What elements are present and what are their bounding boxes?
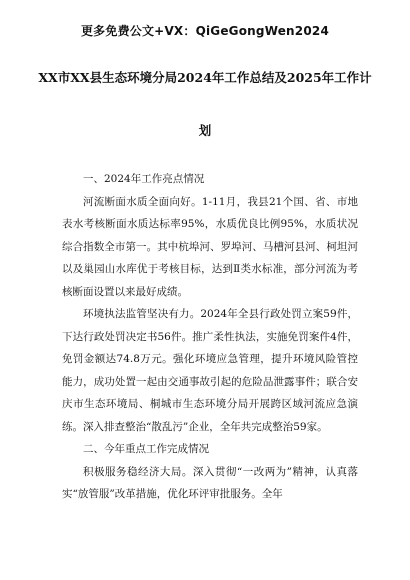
section-heading-1: 一、2024年工作亮点情况 <box>83 173 205 185</box>
paragraph-water-quality: 河流断面水质全面向好。1-11月，我县21个国、省、市地表水考核断面水质达标率95%，水质优良比例95%，水质状况综合指数全市第一。其中杭埠河、罗埠河、马槽河县河、柯坦河以及巢园山水库优于考核目标，达到Ⅱ类水标准，部分河流为考核断面设置以来最好成绩。 <box>62 195 358 298</box>
promo-header: 更多免费公文+VX：QiGeGongWen2024 <box>80 24 329 38</box>
paragraph-economy-service: 积极服务稳经济大局。深入贯彻“一改两为”精神，认真落实“放管服”改革措施，优化环评审批服务。全年 <box>62 465 358 500</box>
document-body <box>62 168 358 506</box>
document-title-line-1: XX市XX县生态环境分局2024年工作总结及2025年工作计 <box>38 70 372 85</box>
paragraph-enforcement: 环境执法监管坚决有力。2024年全县行政处罚立案59件，下达行政处罚决定书56件。推广柔性执法，实施免罚案件4件，免罚金额达74.8万元。强化环境应急管理，提升环境风险管控能力，成功处置一起由交通事故引起的危险品泄露事件；联合安庆市生态环境局、桐城市生态环境分局开展跨区域河流应急演练。深入排查整治“散乱污”企业，全年共完成整治59家。 <box>62 308 358 433</box>
document-title-line-2: 划 <box>198 123 212 138</box>
section-heading-2: 二、今年重点工作完成情况 <box>83 443 209 455</box>
